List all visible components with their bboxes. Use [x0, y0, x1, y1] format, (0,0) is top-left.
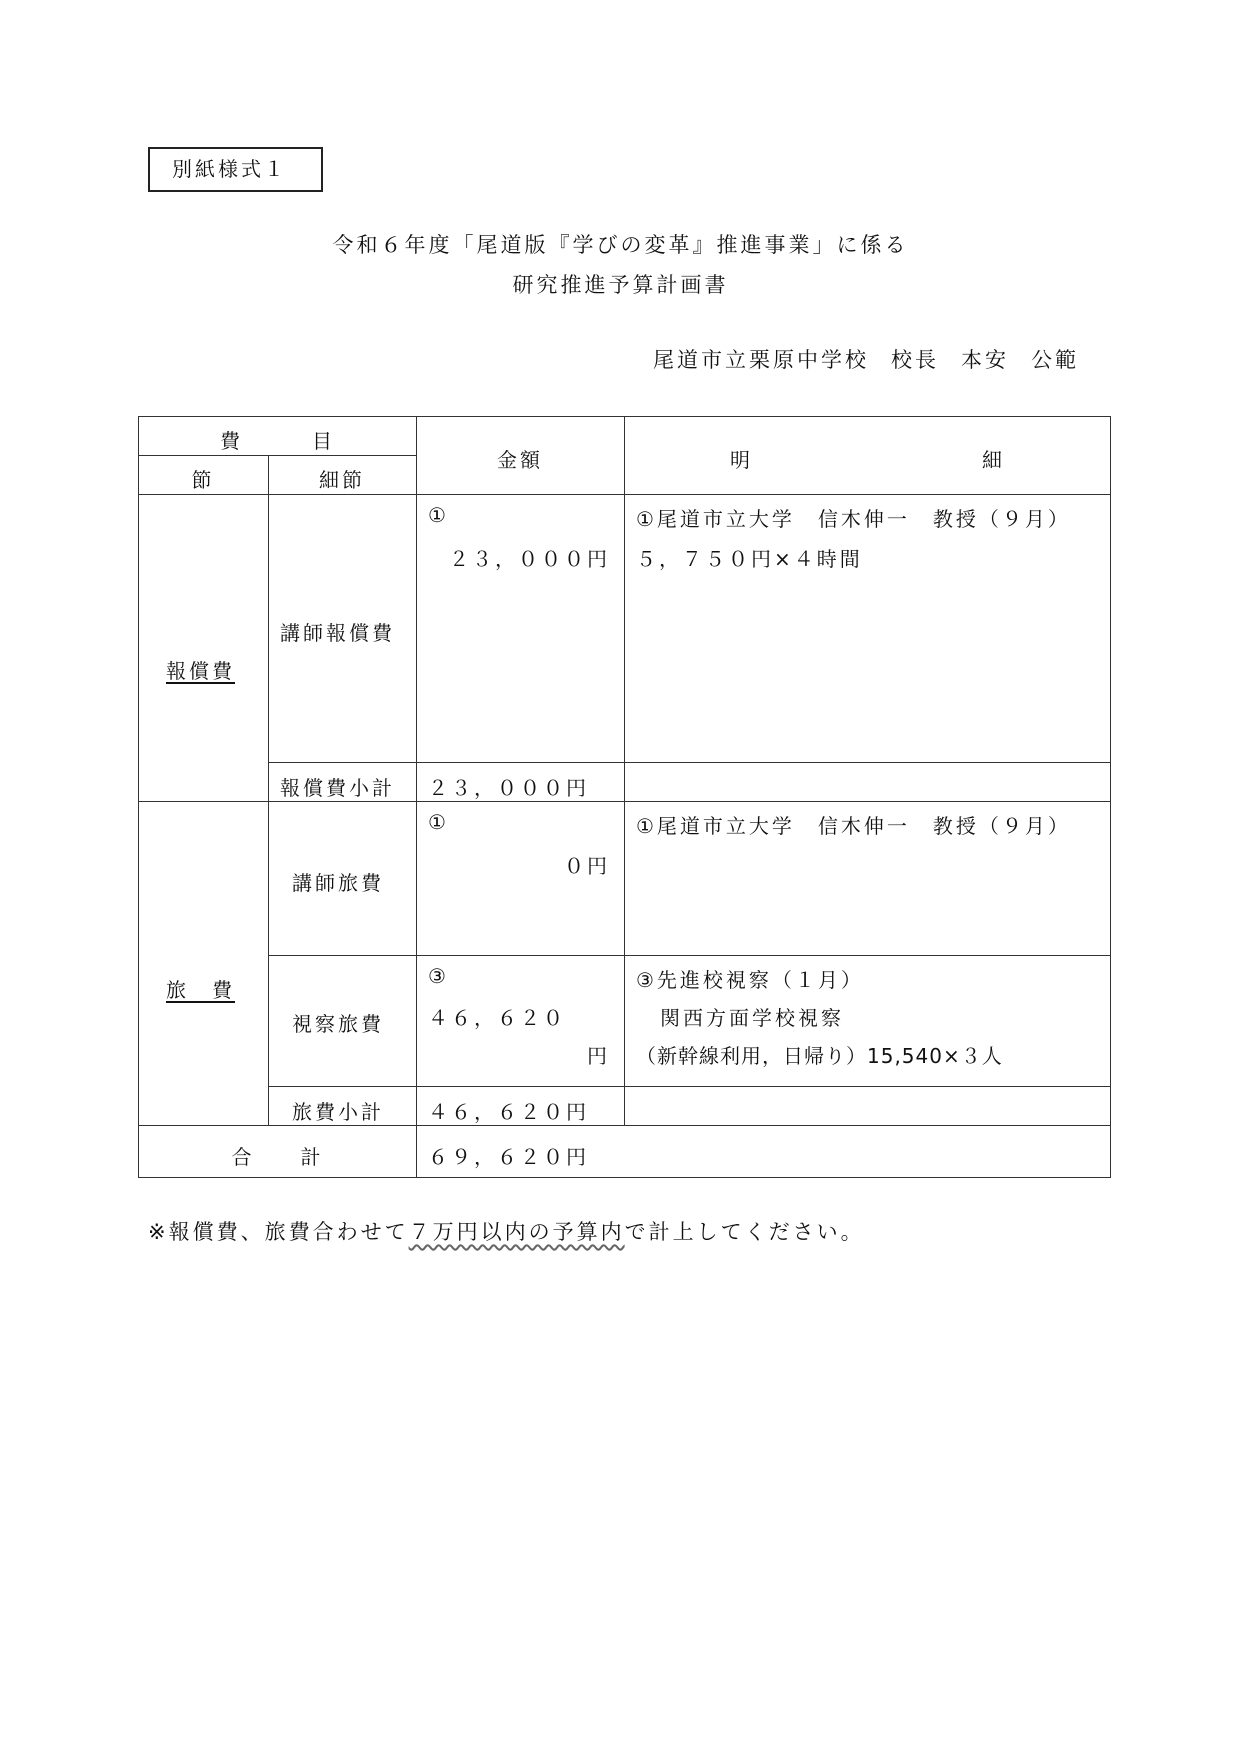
table-border-right — [1110, 416, 1111, 1178]
detail-lecturer-fee-1: ①尾道市立大学 信木伸一 教授（９月） — [636, 507, 1071, 531]
author-line — [653, 344, 1079, 374]
subtotal-housyouhi: ２３，０００円 — [428, 776, 589, 800]
amount-mark: ① — [428, 503, 449, 527]
total-amount: ６９，６２０円 — [428, 1145, 589, 1169]
table-line — [268, 455, 269, 1125]
amount-lecturer-travel: ０円 — [564, 854, 610, 878]
setsu-ryohi: 旅 費 — [166, 978, 235, 1002]
table-line — [138, 455, 417, 456]
author-surname: 本安 — [961, 348, 1009, 372]
amount-inspection-travel: ４６，６２０ — [428, 1006, 566, 1030]
author-position: 校長 — [891, 348, 939, 372]
budget-note — [148, 1216, 865, 1246]
table-line — [268, 762, 1110, 763]
saisetsu-inspection-travel: 視察旅費 — [292, 1012, 384, 1036]
author-given-name: 公範 — [1031, 348, 1079, 372]
amount-lecturer-fee: ２３，０００円 — [449, 547, 610, 571]
table-border-left — [138, 416, 139, 1178]
author-school: 尾道市立栗原中学校 — [653, 348, 869, 372]
document-subtitle: 研究推進予算計画書 — [512, 273, 729, 297]
inspection-mark: ③ — [428, 964, 449, 988]
document-title: 令和６年度「尾道版『学びの変革』推進事業」に係る — [332, 233, 909, 257]
detail-inspection-2: 関西方面学校視察 — [660, 1006, 844, 1030]
detail-lecturer-travel: ①尾道市立大学 信木伸一 教授（９月） — [636, 814, 1071, 838]
header-kingaku: 金額 — [497, 448, 543, 472]
table-line — [268, 955, 1110, 956]
setsu-housyouhi: 報償費 — [166, 659, 235, 683]
header-setsu: 節 — [191, 468, 215, 492]
saisetsu-lecturer-fee: 講師報償費 — [280, 621, 395, 645]
form-label: 別紙様式１ — [148, 147, 323, 192]
subtotal-ryohi: ４６，６２０円 — [428, 1100, 589, 1124]
subtotal-label-ryohi: 旅費小計 — [292, 1100, 384, 1124]
note-prefix: ※報償費、旅費合わせて — [148, 1220, 409, 1244]
header-saisetsu: 細節 — [319, 468, 365, 492]
note-emphasis: ７万円以内の予算内 — [408, 1220, 625, 1244]
table-border-bottom — [138, 1177, 1111, 1178]
table-line — [268, 1086, 1110, 1087]
table-line — [624, 416, 625, 1126]
detail-inspection-3: （新幹線利用，日帰り）15,540×３人 — [636, 1044, 1003, 1068]
header-meisai: 明 — [730, 448, 753, 472]
subtotal-label-housyouhi: 報償費小計 — [280, 776, 395, 800]
lecturer-travel-mark: ① — [428, 810, 449, 834]
header-meisai-2: 細 — [982, 448, 1005, 472]
saisetsu-lecturer-travel: 講師旅費 — [292, 871, 384, 895]
header-himoku: 費 目 — [220, 429, 335, 453]
detail-inspection-1: ③先進校視察（１月） — [636, 968, 864, 992]
amount-inspection-travel-unit: 円 — [587, 1044, 610, 1068]
note-suffix: で計上してください。 — [624, 1220, 865, 1244]
total-label: 合 計 — [231, 1145, 324, 1169]
detail-lecturer-fee-2: ５，７５０円×４時間 — [636, 547, 863, 571]
